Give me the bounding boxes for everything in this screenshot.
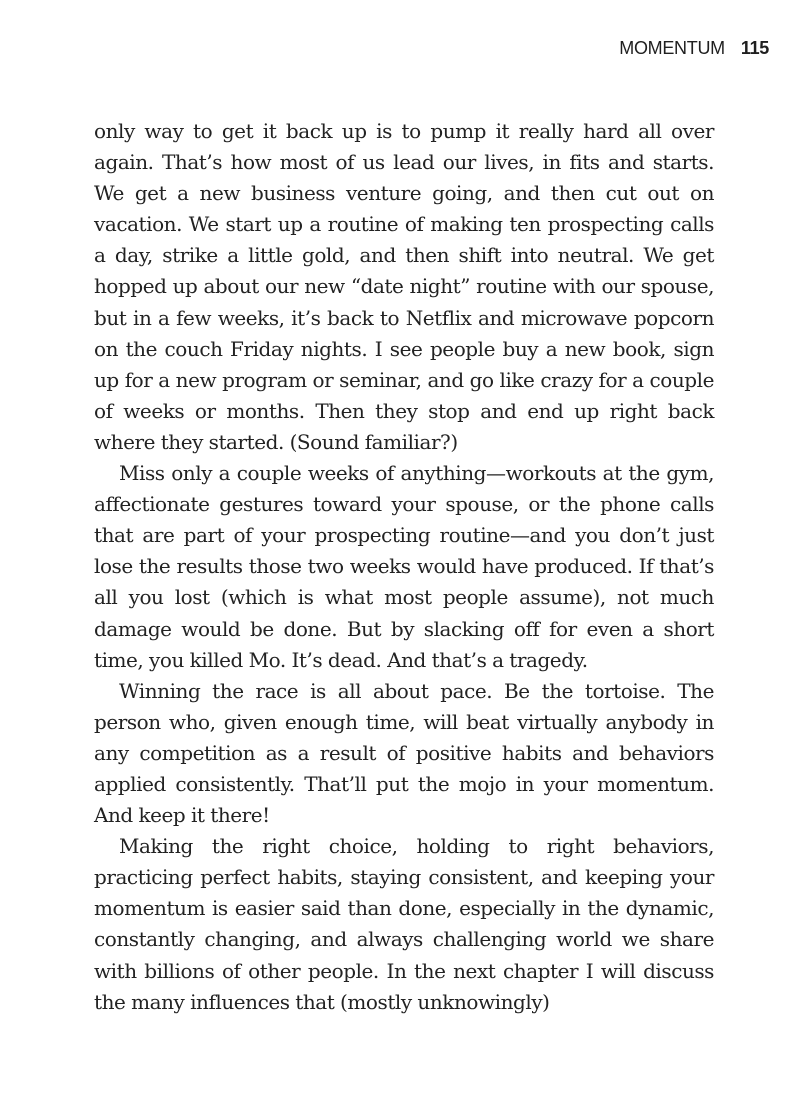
paragraph-continued: only way to get it back up is to pump it really hard all over again. That’s how most of us lead our lives, in fits and starts. We get a new business venture going, and then cut out on vacation. We start up a routine of making ten prospecting calls a day, strike a little gold, and then shift into neutral. We get hopped up about our new “date night” routine with our spouse, but in a few weeks, it’s back to Netflix and microwave popcorn on the couch Friday nights. I see people buy a new book, sign up for a new program or seminar, and go like crazy for a couple of weeks or months. Then they stop and end up right back where they started. (Sound familiar?) bbox=[94, 119, 714, 454]
paragraph: Winning the race is all about pace. Be the tortoise. The person who, given enough time, will beat virtually anybody in any competition as a result of positive habits and behaviors applied consistently. That’ll put the mojo in your momentum. And keep it there! bbox=[94, 678, 714, 828]
chapter-title: MOMENTUM bbox=[619, 38, 725, 58]
paragraph: Miss only a couple weeks of anything—workouts at the gym, affectionate gestures toward your spouse, or the phone calls that are part of your prospecting routine—and you don’t just lose the results those two weeks would have produced. If that’s all you lost (which is what most people assume), not much damage would be done. But by slacking off for even a short time, you killed Mo. It’s dead. And that’s a tragedy. bbox=[94, 461, 714, 672]
page-number: 115 bbox=[740, 38, 769, 58]
body-text bbox=[94, 116, 714, 1018]
running-head bbox=[619, 37, 769, 59]
paragraph: Making the right choice, holding to right behaviors, practicing perfect habits, staying consistent, and keeping your momentum is easier said than done, especially in the dynamic, constantly changing, and always challenging world we share with billions of other people. In the next chapter I will discuss the many influences that (mostly unknowingly) bbox=[94, 834, 714, 1014]
